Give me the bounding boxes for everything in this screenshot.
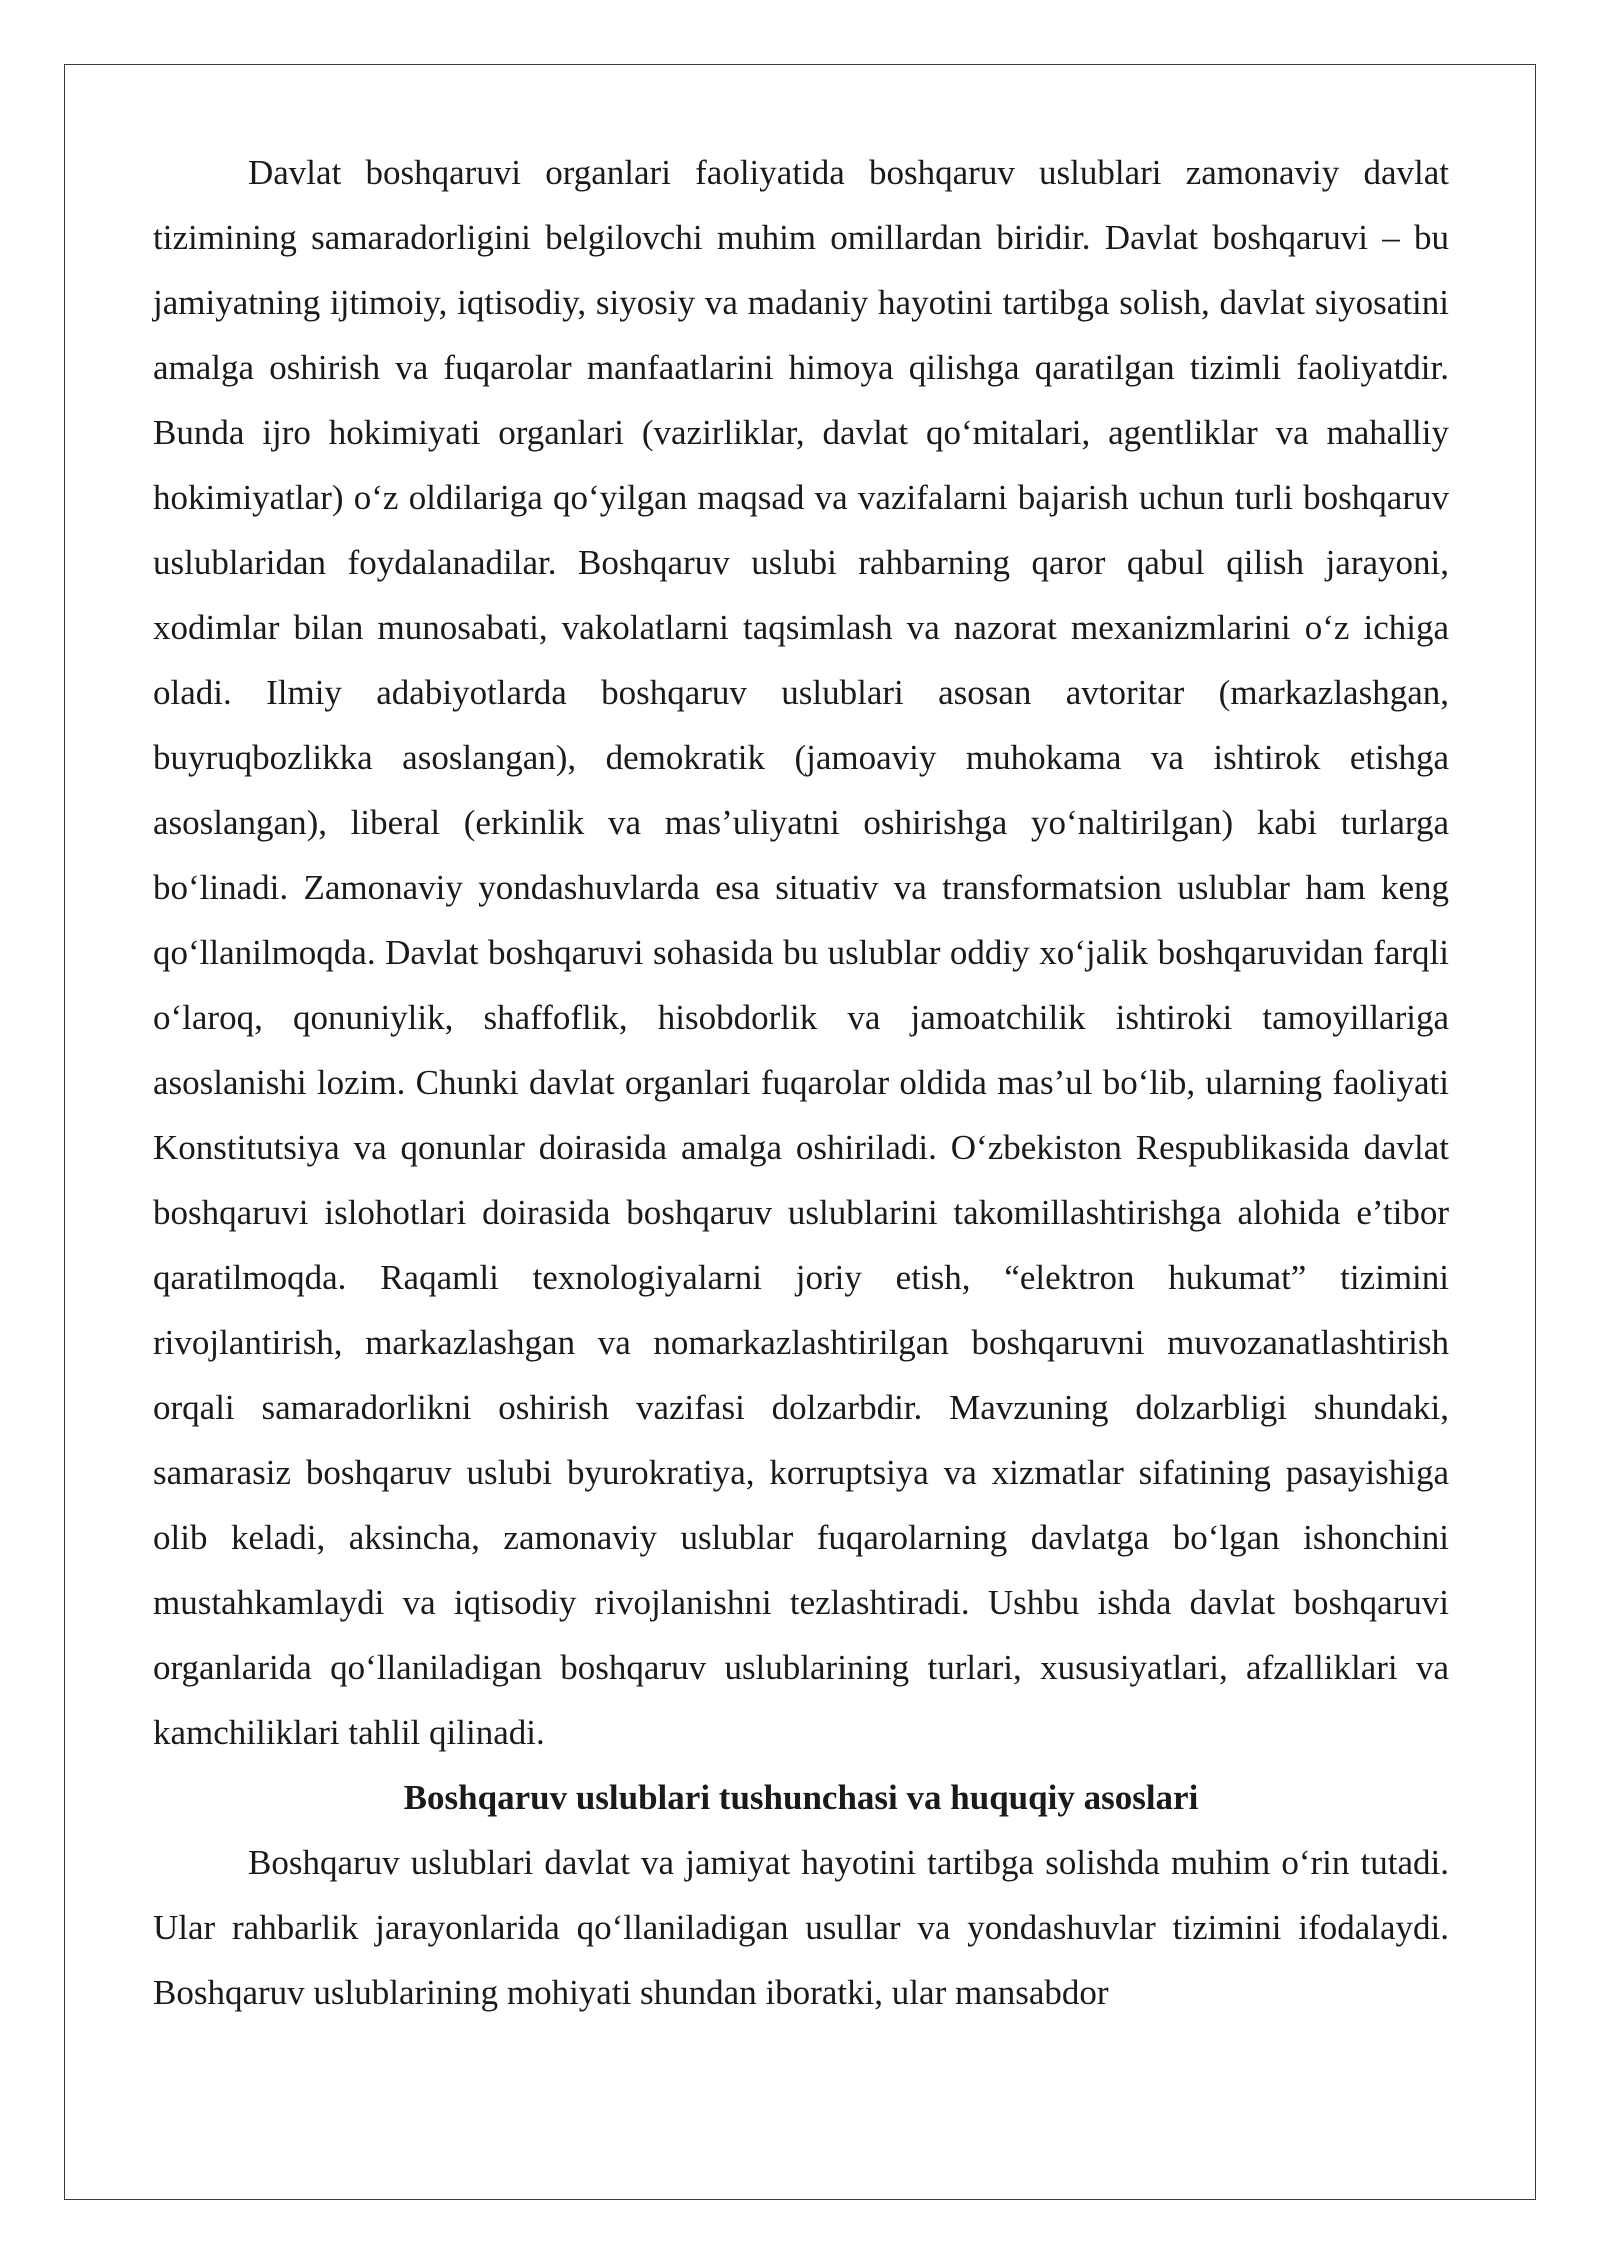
section-paragraph: Boshqaruv uslublari davlat va jamiyat hayotini tartibga solishda muhim oʻrin tutadi. Ular rahbarlik jarayonlarida qoʻllaniladigan usullar va yondashuvlar tizimini ifodalaydi. Boshqaruv uslublarining mohiyati shundan iboratki, ular mansabdor [153,1843,1449,2012]
intro-paragraph: Davlat boshqaruvi organlari faoliyatida boshqaruv uslublari zamonaviy davlat tizimining samaradorligini belgilovchi muhim omillardan biridir. Davlat boshqaruvi – bu jamiyatning ijtimoiy, iqtisodiy, siyosiy va madaniy hayotini tartibga solish, davlat siyosatini amalga oshirish va fuqarolar manfaatlarini himoya qilishga qaratilgan tizimli faoliyatdir. Bunda ijro hokimiyati organlari (vazirliklar, davlat qoʻmitalari, agentliklar va mahalliy hokimiyatlar) oʻz oldilariga qoʻyilgan maqsad va vazifalarni bajarish uchun turli boshqaruv uslublaridan foydalanadilar. Boshqaruv uslubi rahbarning qaror qabul qilish jarayoni, xodimlar bilan munosabati, vakolatlarni taqsimlash va nazorat mexanizmlarini oʻz ichiga oladi. Ilmiy adabiyotlarda boshqaruv uslublari asosan avtoritar (markazlashgan, buyruqbozlikka asoslangan), demokratik (jamoaviy muhokama va ishtirok etishga asoslangan), liberal (erkinlik va mas’uliyatni oshirishga yoʻnaltirilgan) kabi turlarga boʻlinadi. Zamonaviy yondashuvlarda esa situativ va transformatsion uslublar ham keng qoʻllanilmoqda. Davlat boshqaruvi sohasida bu uslublar oddiy xoʻjalik boshqaruvidan farqli oʻlaroq, qonuniylik, shaffoflik, hisobdorlik va jamoatchilik ishtiroki tamoyillariga asoslanishi lozim. Chunki davlat organlari fuqarolar oldida mas’ul boʻlib, ularning faoliyati Konstitutsiya va qonunlar doirasida amalga oshiriladi. Oʻzbekiston Respublikasida davlat boshqaruvi islohotlari doirasida boshqaruv uslublarini takomillashtirishga alohida e’tibor qaratilmoqda. Raqamli texnologiyalarni joriy etish, “elektron hukumat” tizimini rivojlantirish, markazlashgan va nomarkazlashtirilgan boshqaruvni muvozanatlashtirish orqali samaradorlikni oshirish vazifasi dolzarbdir. Mavzuning dolzarbligi shundaki, samarasiz boshqaruv uslubi byurokratiya, korruptsiya va xizmatlar sifatining pasayishiga olib keladi, aksincha, zamonaviy uslublar fuqarolarning davlatga boʻlgan ishonchini mustahkamlaydi va iqtisodiy rivojlanishni tezlashtiradi. Ushbu ishda davlat boshqaruvi organlarida qoʻllaniladigan boshqaruv uslublarining turlari, xususiyatlari, afzalliklari va kamchiliklari tahlil qilinadi. [153,153,1449,1752]
section-heading: Boshqaruv uslublari tushunchasi va huquqiy asoslari [403,1778,1199,1817]
document-body [153,140,1449,2025]
